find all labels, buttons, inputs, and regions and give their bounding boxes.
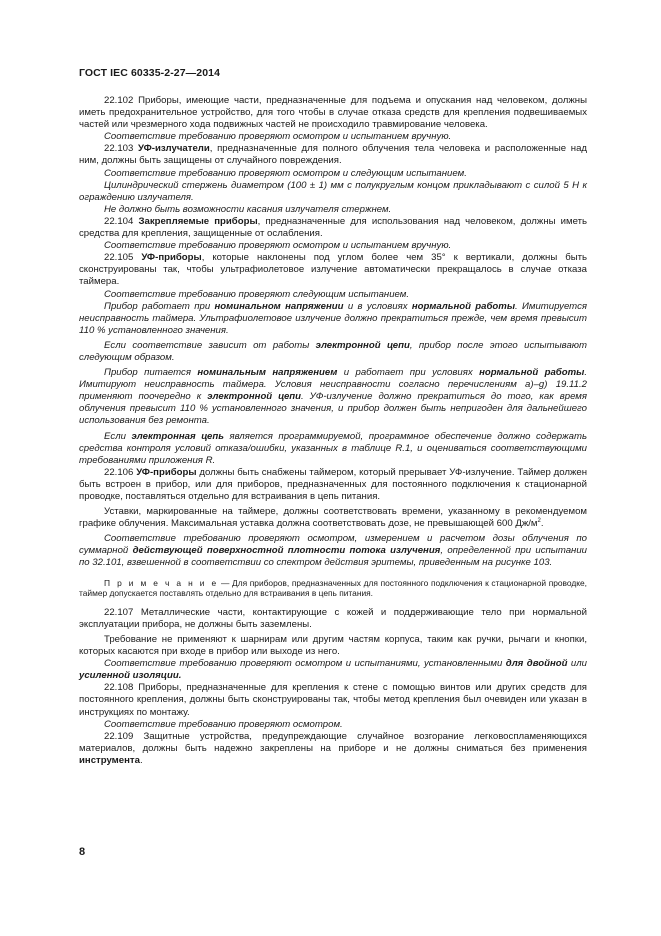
compliance-check: Соответствие требованию проверяют осмотром, измерением и расчетом дозы облучения по суммарной действующей поверхностной плотности потока излучения, определенной при испытании по 32.101, взвешенной в соответствии со спектром действия эритемы, приведенным на рисунке 103. (79, 533, 587, 569)
test-criterion: Не должно быть возможности касания излучателя стержнем. (104, 203, 392, 215)
test-description: Если электронная цепь является программируемой, программное обеспечение должно содержать средства контроля условий отказа/ошибки, указанных в таблице R.1, и оцениваться соответствующими требованиями приложения R. (79, 430, 587, 466)
clause-22-109: 22.109 Защитные устройства, предупреждающие случайное возгорание легковоспламеняющихся материалов, должны быть надежно закреплены на приборе и не должны сниматься без применения инструмента. (79, 730, 587, 766)
clause-22-102: 22.102 Приборы, имеющие части, предназначенные для подъема и опускания над человеком, должны иметь предохранительное устройство, для того чтобы в случае отказа средств для крепления подвешиваемых частей или чрезмерного хода подвижных частей не происходило травмирование человека. (79, 95, 587, 131)
compliance-check: Соответствие требованию проверяют осмотром и испытаниями, установленными для двойной или усиленной изоляции. (79, 658, 587, 682)
test-description: Если соответствие зависит от работы электронной цепи, прибор после этого испытывают следующим образом. (79, 339, 587, 363)
compliance-check: Соответствие требованию проверяют осмотром и испытанием вручную. (104, 131, 452, 143)
clause-22-104: 22.104 Закрепляемые приборы, предназначенные для использования над человеком, должны иметь средства для крепления, защищенные от ослабления. (79, 215, 587, 240)
clause-22-108: 22.108 Приборы, предназначенные для крепления к стене с помощью винтов или других средств для постоянного крепления, должны быть сконструированы так, чтобы метод крепления был очевиден или указан в инструкциях по монтажу. (79, 682, 587, 718)
compliance-check: Соответствие требованию проверяют осмотром и следующим испытанием. (104, 167, 467, 179)
document-header: ГОСТ IEC 60335-2-27—2014 (79, 67, 221, 79)
compliance-check: Соответствие требованию проверяют осмотром. (104, 718, 343, 730)
test-description: Прибор питается номинальным напряжением и работает при условиях нормальной работы. Имитируют неисправность таймера. Условия неисправности согласно перечислениям а)–g) 19.11.2 применяют поочередно к электронной цепи. УФ-излучение должно прекратиться до того, как время облучения превысит 110 % установленного значения, и прибор должен быть непригоден для дальнейшего использования без ремонта. (79, 367, 588, 427)
test-description: Цилиндрический стержень диаметром (100 ± 1) мм с полукруглым концом прикладывают с силой 5 Н к ограждению излучателя. (79, 179, 587, 203)
test-description: Прибор работает при номинальном напряжении и в условиях нормальной работы. Имитируется неисправность таймера. Ультрафиолетовое излучение должно прекратиться прежде, чем время превысит 110 % установленного значения. (79, 300, 587, 336)
timer-settings: Уставки, маркированные на таймере, должны соответствовать времени, указанному в рекомендуемом графике облучения. Максимальная уставка должна соответствовать дозе, не превышающей 600 $Дж/м^2$. (79, 506, 587, 530)
clause-22-107: 22.107 Металлические части, контактирующие с кожей и поддерживающие тело при нормальной эксплуатации прибора, не должны быть заземлены. (79, 606, 587, 630)
clause-22-103: 22.103 УФ-излучатели, предназначенные для полного облучения тела человека и расположенные над ним, должны быть защищены от случайного повреждения. (79, 143, 587, 167)
clause-22-106: 22.106 УФ-приборы должны быть снабжены таймером, который прерывает УФ-излучение. Таймер должен быть встроен в прибор, или для приборов, предназначенных для постоянного подключения к стационарной проводке, поставляться отдельно для встраивания в цепь питания. (79, 466, 587, 502)
page-number: 8 (79, 846, 86, 858)
compliance-check: Соответствие требованию проверяют осмотром и испытанием вручную. (104, 240, 452, 252)
note: П р и м е ч а н и е — Для приборов, предназначенных для постоянного подключения к стационарной проводке, таймер допускается поставлять отдельно для встраивания в цепь питания. (79, 577, 587, 599)
compliance-check: Соответствие требованию проверяют следующим испытанием. (104, 288, 410, 300)
clause-22-105: 22.105 УФ-приборы, которые наклонены под углом более чем 35° к вертикали, должны быть сконструированы так, чтобы ультрафиолетовое излучение автоматически прекращалось в случае отказа таймера. (79, 252, 587, 288)
exception-note: Требование не применяют к шарнирам или другим частям корпуса, таким как ручки, рычаги и кнопки, которых касаются при входе в прибор или выходе из него. (79, 633, 587, 658)
document-body (79, 95, 587, 767)
